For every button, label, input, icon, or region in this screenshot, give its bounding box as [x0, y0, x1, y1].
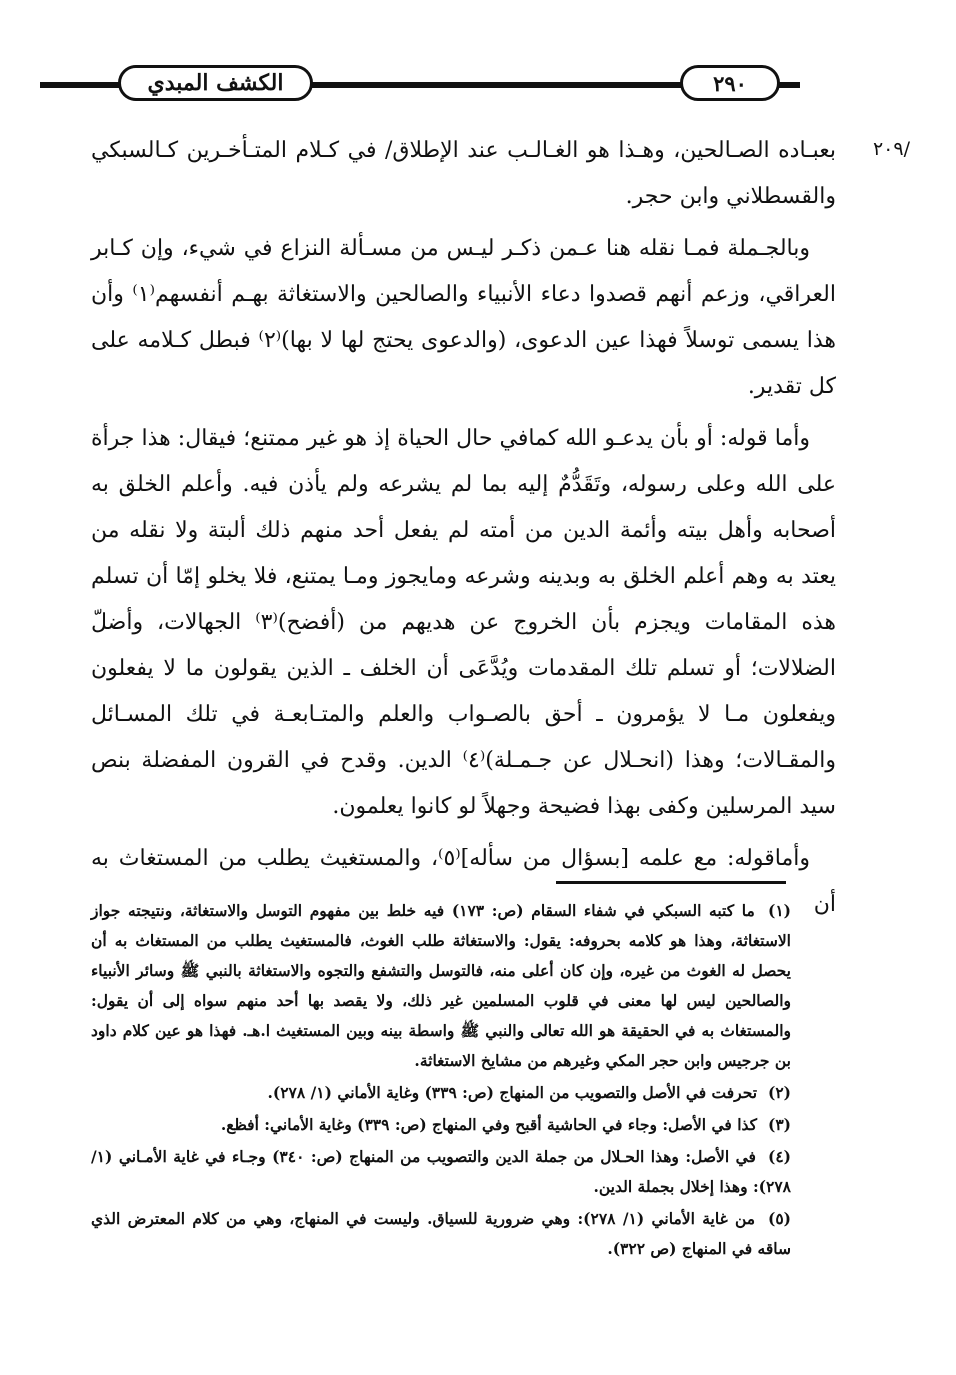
paragraph: وأماقوله: مع علمه [بسؤال من سأله]⁽٥⁾، والمستغيث يطلب من المستغاث به أن: [91, 846, 836, 917]
footnote: [91, 1110, 791, 1140]
footnote-text: في الأصل: وهذا الحـلال من جملة الدين والتصويب من المنهاج (ص: ٣٤٠) وجـاء في غاية الأمـاني (١/ ٢٧٨): وهذا إخلال بجملة الدين.: [91, 1147, 791, 1196]
footnote-text: من غاية الأماني (١/ ٢٧٨): وهي ضرورية للسياق. وليست في المنهاج، وهي من كلام المعترض الذي ساقه في المنهاج (ص ٣٢٢).: [91, 1209, 791, 1258]
footnote-separator: [556, 881, 786, 884]
footnote-text: كذا في الأصل: وجاء في الحاشية أقبح وفي المنهاج (ص: ٣٣٩) وغاية الأماني: أفظع.: [220, 1115, 758, 1134]
footnotes: [91, 896, 791, 1266]
paragraph: وبالجـملة فمـا نقله هنا عـمن ذكـر ليـس من مسـألة النزاع في شيء، وإن كـابر العراقي، وزعم أنهم قصدوا دعاء الأنبياء والصالحين والاستغاثة بهـم أنفسهم⁽١⁾ وأن هذا يسمى توسلاً فهذا عين الدعوى، (والدعوى يحتج لها لا بها)⁽٢⁾ فبطل كـلامه على كل تقدير.: [91, 236, 837, 399]
footnote-text: تحرفت في الأصل والتصويب من المنهاج (ص: ٣٣٩) وغاية الأماني (١/ ٢٧٨).: [267, 1083, 758, 1102]
footnote: [91, 1078, 791, 1108]
main-text: [91, 128, 836, 934]
paragraph: وأما قوله: أو بأن يدعـو الله كمافي حال الحياة إذ هو غير ممتنع؛ فيقال: هذا جرأة على الله وعلى رسوله، وتَقَدُّمٌ إليه بما لم يشرعه ولم يأذن فيه. وأعلم الخلق به أصحابه وأهل بيته وأئمة الدين من أمته لم يفعل أحد منهم ذلك ألبتة ولا نقله من يعتد به وهم أعلم الخلق به وبدينه وشرعه ومايجوز ومـا يمتنع، فلا يخلو إمّا أن تسلم هذه المقامات ويجزم بأن الخروج عن هديهم من (أفضح)⁽٣⁾ الجهالات، وأضلّ الضلالات؛ أو تسلم تلك المقدمات ويُدَّعَى أن الخلف ـ الذين يقولون ما لا يفعلون ويفعلون مـا لا يؤمرون ـ أحق بالصـواب والعلم والمتـابعـة في تلك المسـائل والمقـالات؛ وهذا (انحـلال عن جـمـلة)⁽٤⁾ الدين. وقدح في القرون المفضلة بنص سيد المرسلين وكفى بهذا فضيحة وجهلاً لو كانوا يعلمون.: [91, 426, 836, 819]
footnote-number: (٤): [767, 1147, 791, 1166]
footnote-number: (١): [767, 901, 791, 920]
footnote-number: (٣): [767, 1115, 791, 1134]
footnote-number: (٢): [767, 1083, 791, 1102]
page-number: ٢٩٠: [680, 65, 780, 101]
footnote-text: ما كتبه السبكي في شفاء السقام (ص: ١٧٣) فيه خلط بين مفهوم التوسل والاستغاثة، ونتيجته جواز الاستغاثة، وهذا هو كلامه بحروفه: يقول: والاستغاثة طلب الغوث، فالمستغيث يطلب من المستغاث به أن يحصل له الغوث من غيره، وإن كان أعلى منه، فالتوسل والتشفع والتجوه والاستغاثة بالنبي ﷺ وسائر الأنبياء والصالحين ليس لها معنى في قلوب المسلمين غير ذلك، ولا يقصد بها أحد منهم سواه إلى أن يقول: والمستغاث به في الحقيقة هو الله تعالى والنبي ﷺ واسطة بينه وبين المستغيث ا.هـ. فهذا هو عين كلام داود بن جرجيس وابن حجر المكي وغيرهم من مشايخ الاستغاثة.: [91, 901, 791, 1070]
paragraph: بعبـاده الصـالحين، وهـذا هو الغـالـب عند الإطلاق/ في كـلام المتـأخـرين كـالسبكي والقسطلاني وابن حجر.: [91, 138, 836, 209]
footnote: [91, 1142, 791, 1202]
header-rule: [40, 82, 125, 88]
book-title: الكشف المبدي: [118, 65, 313, 101]
page-header: [40, 60, 800, 112]
header-rule: [305, 82, 720, 88]
footnote-number: (٥): [768, 1209, 792, 1228]
marginal-page-reference: ٢٠٩/: [872, 138, 910, 160]
footnote: [91, 1204, 791, 1264]
footnote: [91, 896, 791, 1076]
